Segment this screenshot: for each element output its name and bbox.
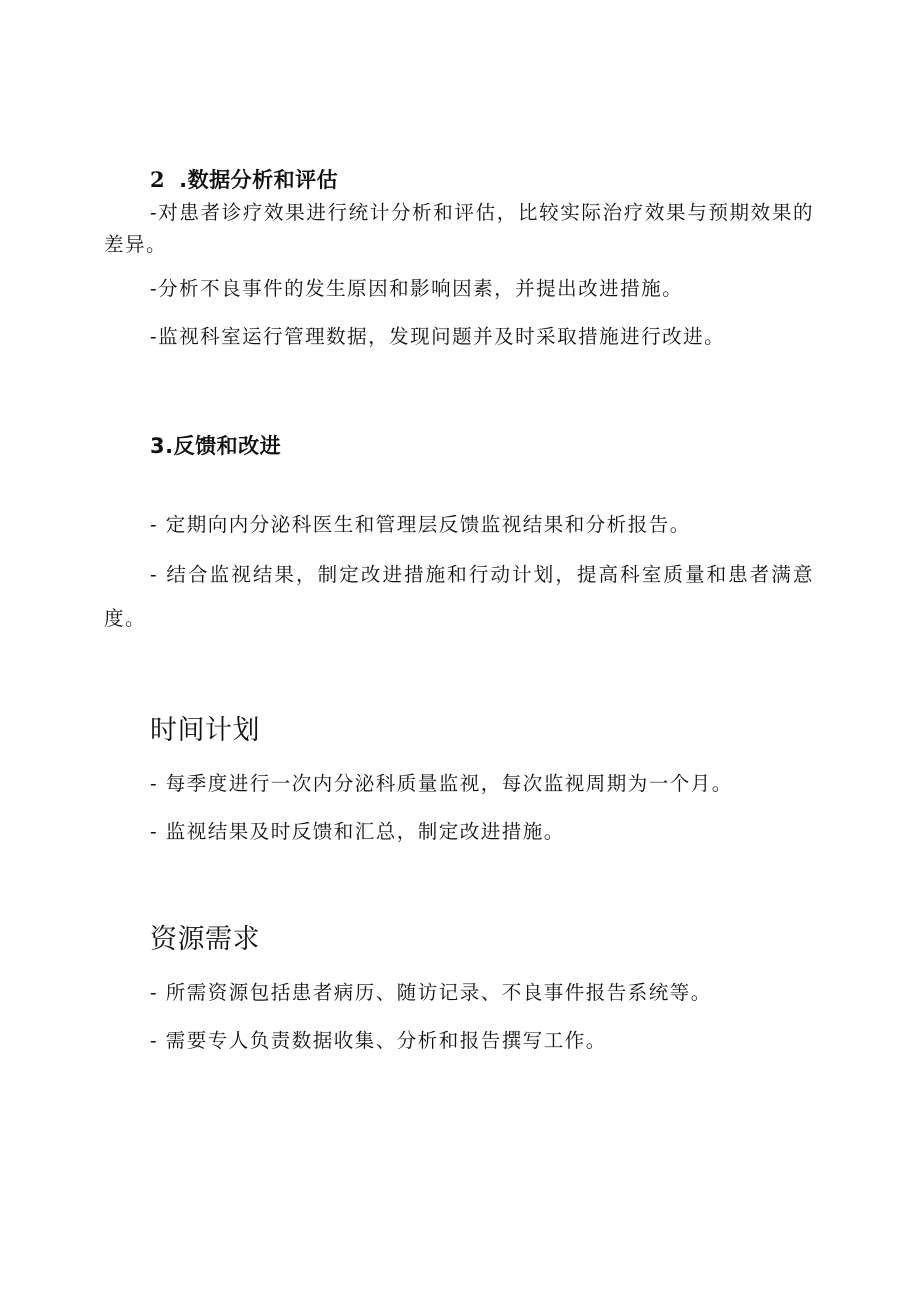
resources-item-2 bbox=[104, 1025, 814, 1057]
paragraph: - 每季度进行一次内分泌科质量监视，每次监视周期为一个月。 bbox=[150, 772, 733, 795]
paragraph: -对患者诊疗效果进行统计分析和评估，比较实际治疗效果与预期效果的差异。 bbox=[104, 201, 814, 256]
paragraph: - 定期向内分泌科医生和管理层反馈监视结果和分析报告。 bbox=[150, 513, 691, 536]
feedback-heading: 3.反馈和改进 bbox=[150, 434, 282, 458]
schedule-item-1 bbox=[104, 768, 814, 800]
paragraph: -分析不良事件的发生原因和影响因素，并提出改进措施。 bbox=[150, 277, 684, 300]
heading-number: 2 bbox=[150, 167, 166, 192]
data-analysis-item-3 bbox=[104, 321, 814, 353]
data-analysis-heading bbox=[104, 166, 814, 194]
feedback-item-2 bbox=[104, 553, 814, 641]
data-analysis-item-1 bbox=[104, 197, 814, 261]
schedule-heading: 时间计划 bbox=[150, 715, 260, 746]
feedback-item-1 bbox=[104, 509, 814, 541]
data-analysis-item-2 bbox=[104, 273, 814, 305]
schedule-heading-block bbox=[104, 714, 814, 748]
feedback-heading-block bbox=[104, 432, 814, 460]
paragraph: -监视科室运行管理数据，发现问题并及时采取措施进行改进。 bbox=[150, 325, 726, 348]
resources-heading-block bbox=[104, 923, 814, 957]
schedule-item-2 bbox=[104, 816, 814, 848]
paragraph: - 监视结果及时反馈和汇总，制定改进措施。 bbox=[150, 820, 565, 843]
paragraph: - 需要专人负责数据收集、分析和报告撰写工作。 bbox=[150, 1029, 607, 1052]
paragraph: - 结合监视结果，制定改进措施和行动计划，提高科室质量和患者满意度。 bbox=[104, 563, 814, 630]
resources-heading: 资源需求 bbox=[150, 924, 260, 955]
resources-item-1 bbox=[104, 977, 814, 1009]
heading-text: .数据分析和评估 bbox=[179, 168, 339, 192]
paragraph: - 所需资源包括患者病历、随访记录、不良事件报告系统等。 bbox=[150, 981, 712, 1004]
data-analysis-heading-block bbox=[104, 166, 814, 194]
